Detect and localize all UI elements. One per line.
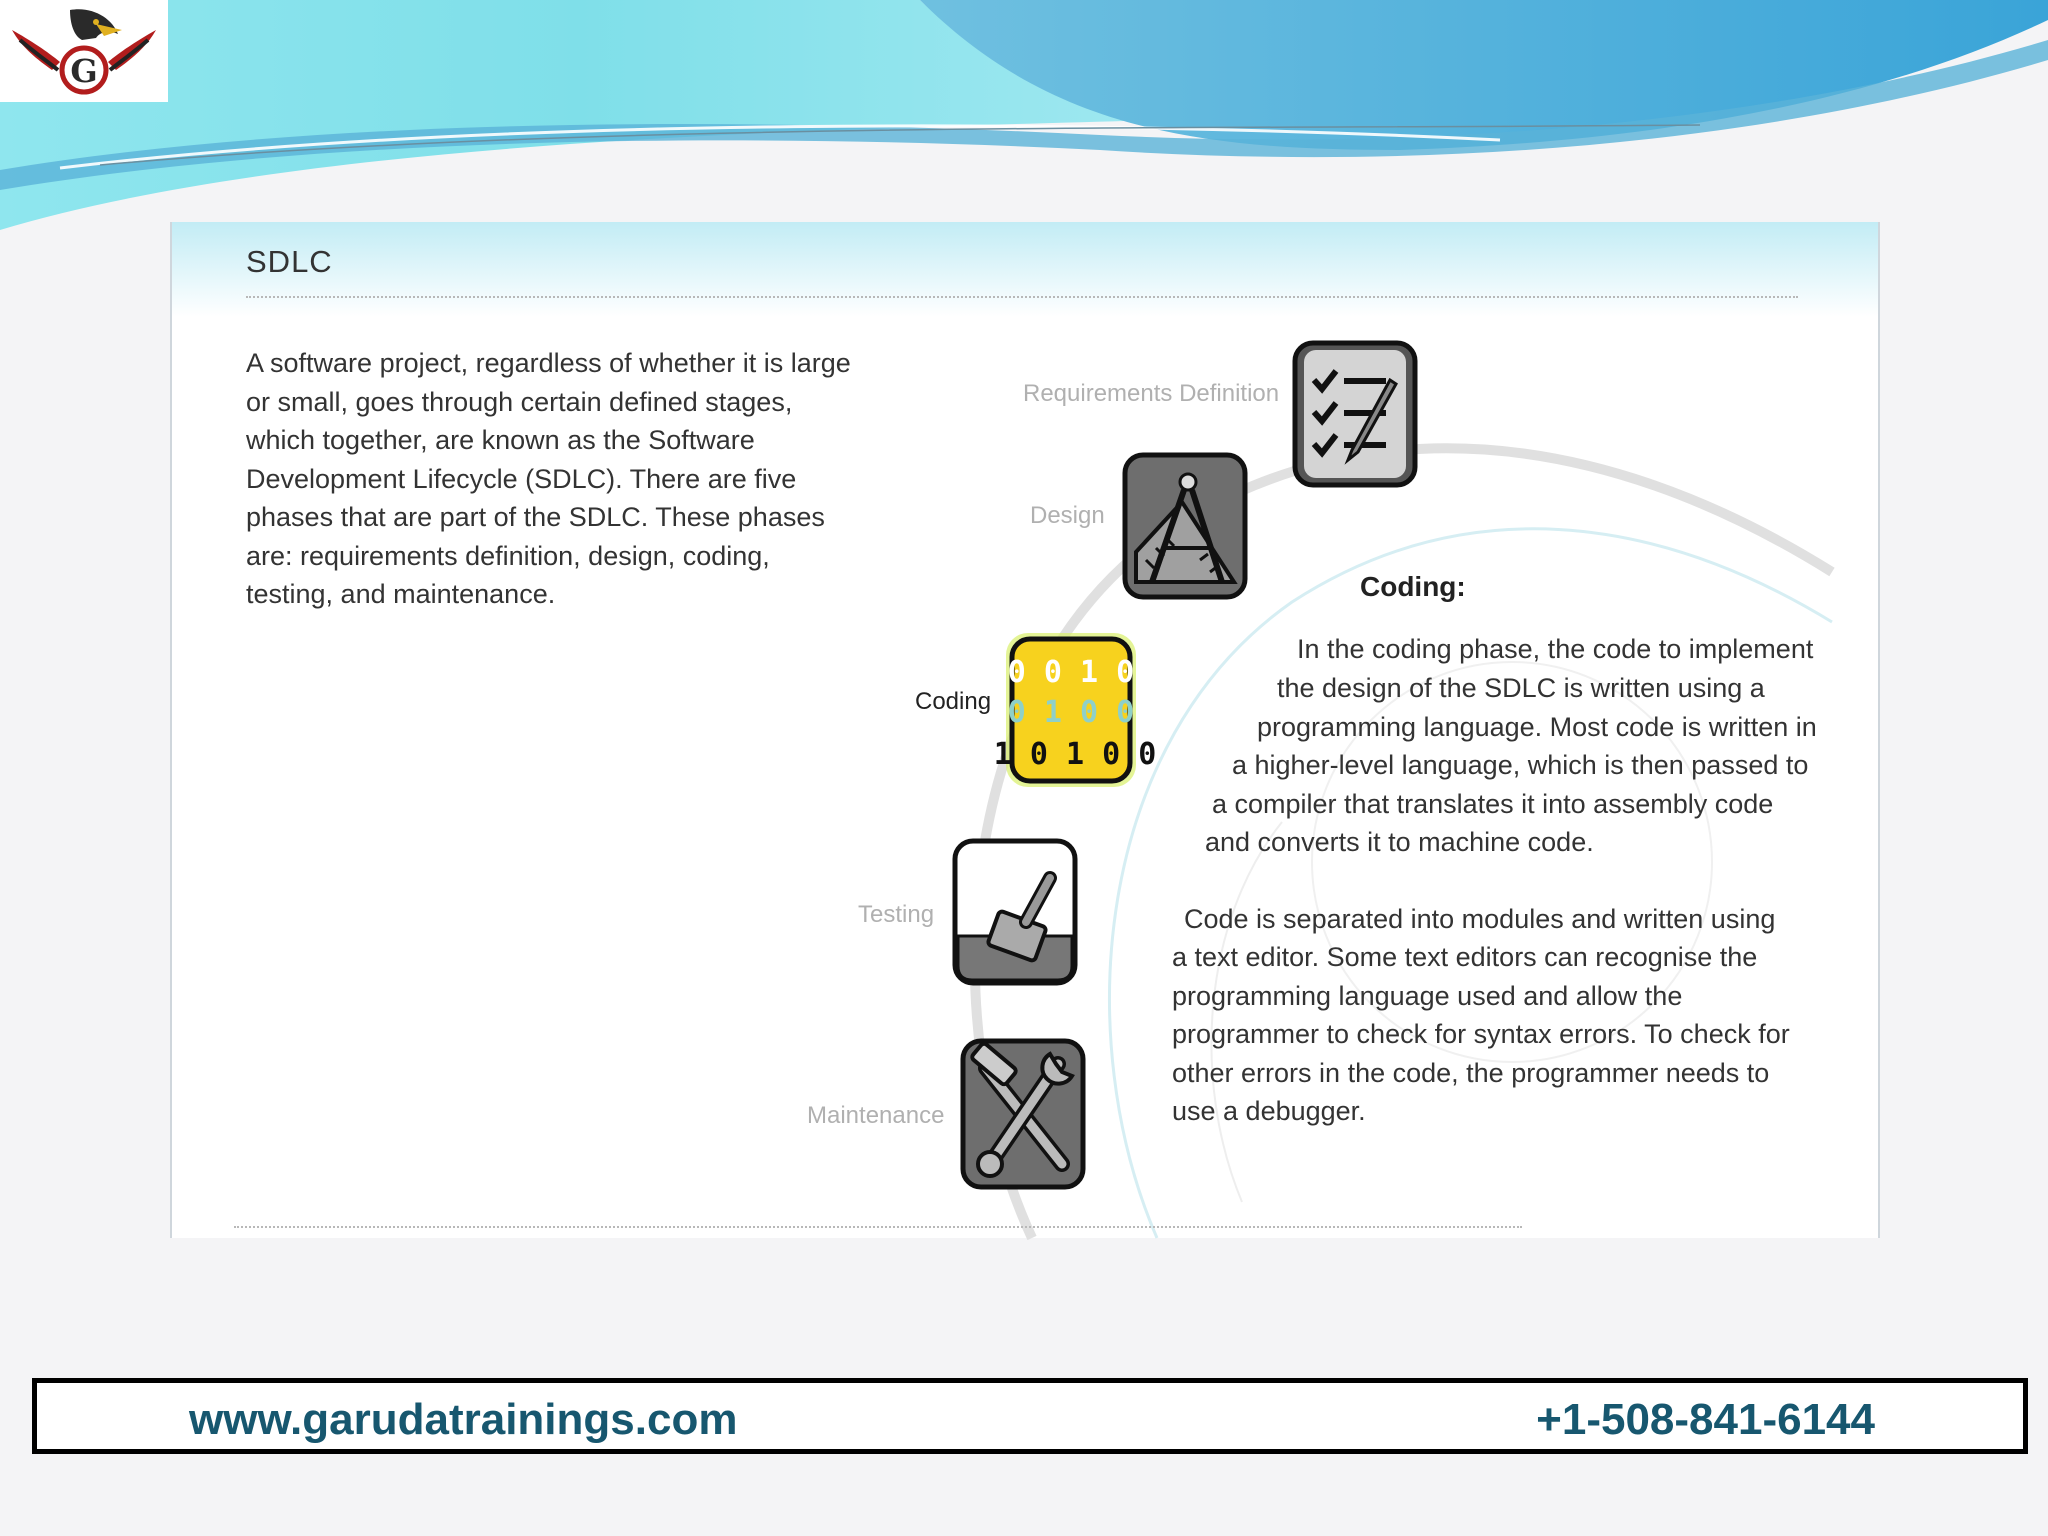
title-divider [246, 296, 1798, 298]
garuda-logo [0, 0, 168, 102]
detail-p1-line: and converts it to machine code. [1205, 827, 1594, 857]
phase-label-maintenance: Maintenance [807, 1102, 945, 1129]
binary-row-2: 0 1 0 0 [1007, 695, 1135, 730]
hammer-test-icon [952, 838, 1078, 986]
phase-requirements[interactable] [1292, 340, 1418, 488]
checklist-icon [1292, 340, 1418, 488]
svg-text:G: G [70, 52, 98, 90]
binary-row-3: 1 0 1 0 0 [993, 737, 1157, 772]
phase-label-design: Design [1030, 502, 1105, 529]
drafting-compass-icon [1122, 452, 1248, 600]
phase-label-requirements: Requirements Definition [1023, 380, 1280, 407]
phase-design[interactable] [1122, 452, 1248, 600]
phase-coding[interactable] [993, 630, 1157, 790]
footer-bar [32, 1378, 2028, 1454]
phase-label-testing: Testing [858, 901, 935, 928]
detail-p1-line: a compiler that translates it into assembly code [1212, 789, 1774, 819]
detail-p2-line: programmer to check for syntax errors. To check for [1172, 1019, 1790, 1049]
header-wave-decoration [0, 0, 2048, 240]
binary-row-1: 0 0 1 0 [1007, 655, 1135, 690]
detail-p2-line: other errors in the code, the programmer needs to [1172, 1058, 1770, 1088]
detail-p2-line: use a debugger. [1172, 1096, 1366, 1126]
detail-p2-line: a text editor. Some text editors can recognise the [1172, 942, 1758, 972]
hammer-wrench-icon [960, 1038, 1086, 1190]
phone-number[interactable]: +1-508-841-6144 [1536, 1395, 1875, 1444]
detail-p1-line: the design of the SDLC is written using a [1277, 673, 1765, 703]
detail-heading: Coding: [1360, 571, 1466, 602]
phase-label-coding: Coding [915, 688, 992, 715]
detail-p1-line: In the coding phase, the code to implement [1297, 634, 1814, 664]
detail-p2-line: Code is separated into modules and written using [1184, 904, 1776, 934]
detail-p1-line: programming language. Most code is written in [1257, 712, 1817, 742]
panel-title: SDLC [246, 244, 333, 279]
sdlc-panel [170, 222, 1880, 1238]
binary-code-icon [993, 630, 1157, 790]
phase-testing[interactable] [952, 838, 1078, 986]
website-link[interactable]: www.garudatrainings.com [189, 1395, 738, 1444]
bottom-divider [234, 1226, 1522, 1228]
phase-maintenance[interactable] [960, 1038, 1086, 1190]
eagle-logo-icon [0, 0, 168, 102]
detail-p1-line: a higher-level language, which is then passed to [1232, 750, 1809, 780]
detail-p2-line: programming language used and allow the [1172, 981, 1683, 1011]
intro-paragraph: A software project, regardless of whether it is large or small, goes through certain defined stages, which together, are known as the Software Development Lifecycle (SDLC). There are five phases that are part of the SDLC. These phases are: requirements definition, design, coding, testing, and maintenance. [246, 348, 851, 609]
